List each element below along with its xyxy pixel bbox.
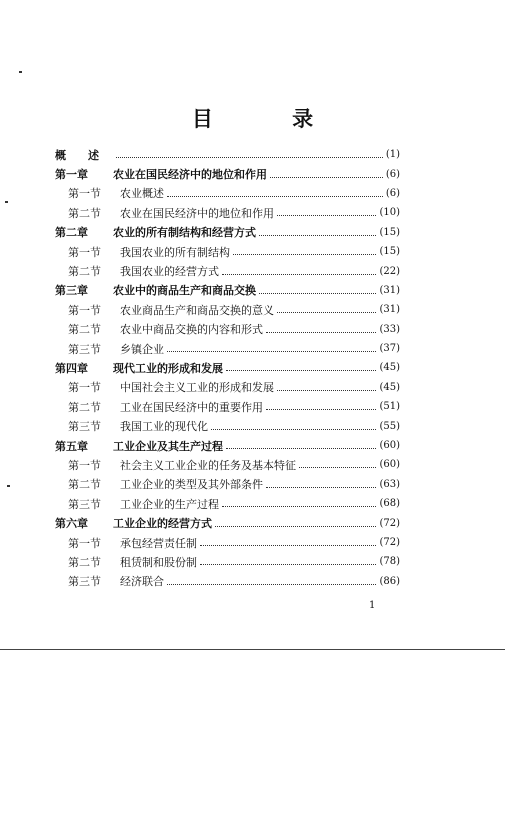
bottom-rule <box>0 649 505 650</box>
toc-chapter-row <box>55 145 400 164</box>
toc-entry-title: 工业在国民经济中的重要作用 <box>120 400 263 414</box>
toc-entry-title: 现代工业的形成和发展 <box>113 361 223 375</box>
toc-entry-number: 第二节 <box>68 400 101 414</box>
toc-entry-label <box>68 263 219 279</box>
page-number: 1 <box>369 600 376 611</box>
toc-page-number: (1) <box>385 149 400 161</box>
toc-section-row <box>55 203 400 222</box>
toc-entry-title: 我国农业的经营方式 <box>120 265 219 279</box>
toc-entry-number: 第一章 <box>55 168 88 182</box>
toc-page-number: (72) <box>379 517 400 529</box>
toc-chapter-row <box>55 281 400 300</box>
toc-entry-number: 第三节 <box>68 497 101 511</box>
toc-entry-title: 我国农业的所有制结构 <box>120 245 230 259</box>
toc-section-row <box>55 397 400 416</box>
toc-entry-label <box>55 147 113 163</box>
toc-entry-label <box>55 438 223 454</box>
toc-entry-title: 农业商品生产和商品交换的意义 <box>120 303 274 317</box>
toc-entry-label <box>68 554 197 570</box>
leader-dots <box>200 564 376 565</box>
toc-entry-number: 第一节 <box>68 381 101 395</box>
toc-page-number: (51) <box>379 401 400 413</box>
toc-entry-label <box>68 457 296 473</box>
leader-dots <box>266 409 376 410</box>
toc-entry-label <box>55 282 256 298</box>
toc-entry-label <box>55 360 223 376</box>
toc-section-row <box>55 184 400 203</box>
toc-entry-label <box>68 302 274 318</box>
toc-section-row <box>55 261 400 280</box>
toc-section-row <box>55 475 400 494</box>
toc-entry-number: 第三节 <box>68 575 101 589</box>
toc-entry-title: 农业中的商品生产和商品交换 <box>113 284 256 298</box>
toc-entry-label <box>55 515 212 531</box>
toc-chapter-row <box>55 513 400 532</box>
toc-page-number: (63) <box>379 478 400 490</box>
toc-section-row <box>55 416 400 435</box>
leader-dots <box>270 177 383 178</box>
toc-section-row <box>55 494 400 513</box>
leader-dots <box>266 487 376 488</box>
leader-dots <box>116 157 383 158</box>
leader-dots <box>259 293 376 294</box>
toc-entry-number: 第一节 <box>68 245 101 259</box>
leader-dots <box>222 274 376 275</box>
toc-page-number: (86) <box>379 575 400 587</box>
leader-dots <box>277 312 376 313</box>
toc-page-number: (60) <box>379 440 400 452</box>
toc-section-row <box>55 572 400 591</box>
toc-page-number: (72) <box>379 537 400 548</box>
toc-section-row <box>55 552 400 571</box>
toc-entry-title: 农业在国民经济中的地位和作用 <box>120 206 274 220</box>
toc-entry-title: 农业概述 <box>120 187 164 201</box>
leader-dots <box>277 390 376 391</box>
toc-entry-number: 概 述 <box>55 148 99 162</box>
toc-entry-title: 工业企业的生产过程 <box>120 497 219 511</box>
leader-dots <box>299 467 376 468</box>
leader-dots <box>211 429 376 430</box>
toc-entry-title: 农业中商品交换的内容和形式 <box>120 323 263 337</box>
toc-section-row <box>55 300 400 319</box>
toc-section-row <box>55 242 400 261</box>
toc-page-number: (6) <box>385 187 400 199</box>
toc-entry-number: 第一节 <box>68 458 101 472</box>
scan-mark <box>19 71 22 73</box>
toc-page-number: (31) <box>379 304 400 316</box>
page-title: 目 录 <box>191 107 350 131</box>
toc-page-number: (78) <box>379 556 400 568</box>
toc-section-row <box>55 533 400 552</box>
toc-page-number: (6) <box>385 168 400 180</box>
toc-page-number: (22) <box>379 265 400 277</box>
toc-entry-number: 第六章 <box>55 517 88 531</box>
toc-page-number: (33) <box>379 323 400 335</box>
toc-entry-label <box>68 185 164 201</box>
toc-entry-label <box>55 224 256 240</box>
toc-page-number: (45) <box>379 362 400 374</box>
leader-dots <box>200 545 376 546</box>
toc-page-number: (60) <box>379 459 400 471</box>
toc-entry-number: 第三节 <box>68 342 101 356</box>
leader-dots <box>266 332 376 333</box>
toc-page-number: (55) <box>379 420 400 432</box>
scan-mark <box>5 201 8 203</box>
toc-entry-title: 农业的所有制结构和经营方式 <box>113 226 256 240</box>
toc-entry-title: 中国社会主义工业的形成和发展 <box>120 381 274 395</box>
toc-entry-title: 工业企业的经营方式 <box>113 517 212 531</box>
toc-entry-number: 第二节 <box>68 555 101 569</box>
toc-entry-label <box>68 205 274 221</box>
toc-chapter-row <box>55 223 400 242</box>
toc-section-row <box>55 320 400 339</box>
toc-chapter-row <box>55 436 400 455</box>
toc-entry-number: 第二节 <box>68 265 101 279</box>
toc-entry-number: 第四章 <box>55 361 88 375</box>
leader-dots <box>215 526 376 527</box>
toc-entry-number: 第二节 <box>68 206 101 220</box>
toc-entry-label <box>68 341 164 357</box>
leader-dots <box>222 506 376 507</box>
leader-dots <box>167 196 383 197</box>
toc-entry-title: 经济联合 <box>120 575 164 589</box>
toc-section-row <box>55 455 400 474</box>
toc-entry-label <box>68 244 230 260</box>
toc-entry-label <box>68 535 197 551</box>
toc-entry-title: 工业企业的类型及其外部条件 <box>120 478 263 492</box>
table-of-contents <box>55 145 400 591</box>
toc-entry-label <box>68 321 263 337</box>
toc-entry-number: 第一节 <box>68 536 101 550</box>
toc-entry-title: 工业企业及其生产过程 <box>113 439 223 453</box>
toc-page-number: (15) <box>379 246 400 258</box>
leader-dots <box>277 215 376 216</box>
scan-mark <box>7 485 10 487</box>
toc-entry-title: 承包经营责任制 <box>120 536 197 550</box>
toc-entry-label <box>55 166 267 182</box>
toc-entry-title: 我国工业的现代化 <box>120 420 208 434</box>
toc-chapter-row <box>55 164 400 183</box>
toc-entry-label <box>68 399 263 415</box>
toc-entry-label <box>68 476 263 492</box>
toc-section-row <box>55 339 400 358</box>
toc-page-number: (37) <box>379 343 400 355</box>
leader-dots <box>233 254 376 255</box>
toc-entry-number: 第一节 <box>68 303 101 317</box>
toc-entry-number: 第三章 <box>55 284 88 298</box>
toc-entry-title: 社会主义工业企业的任务及基本特征 <box>120 458 296 472</box>
leader-dots <box>226 370 376 371</box>
toc-entry-number: 第二节 <box>68 323 101 337</box>
toc-entry-label <box>68 496 219 512</box>
toc-chapter-row <box>55 358 400 377</box>
toc-entry-label <box>68 379 274 395</box>
toc-entry-title: 乡镇企业 <box>120 342 164 356</box>
toc-page-number: (68) <box>379 498 400 510</box>
leader-dots <box>259 235 376 236</box>
toc-page-number: (15) <box>379 226 400 238</box>
toc-entry-label <box>68 573 164 589</box>
toc-page-number: (10) <box>379 207 400 219</box>
toc-entry-title: 租赁制和股份制 <box>120 555 197 569</box>
toc-entry-number: 第五章 <box>55 439 88 453</box>
toc-section-row <box>55 378 400 397</box>
toc-entry-number: 第二章 <box>55 226 88 240</box>
leader-dots <box>167 351 376 352</box>
toc-entry-number: 第二节 <box>68 478 101 492</box>
leader-dots <box>167 584 376 585</box>
toc-page-number: (31) <box>379 284 400 296</box>
leader-dots <box>226 448 376 449</box>
toc-entry-number: 第一节 <box>68 187 101 201</box>
toc-page-number: (45) <box>379 381 400 393</box>
toc-entry-title: 农业在国民经济中的地位和作用 <box>113 168 267 182</box>
toc-entry-label <box>68 418 208 434</box>
toc-entry-number: 第三节 <box>68 420 101 434</box>
